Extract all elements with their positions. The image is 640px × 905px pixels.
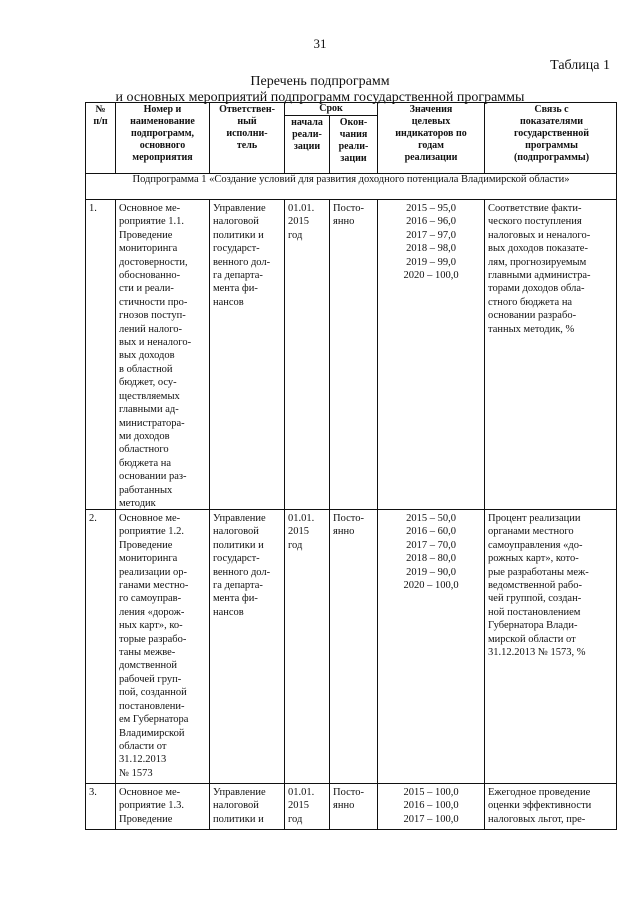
header-link: Связь с показателями государственной программы (подпрограммы)	[484, 103, 618, 173]
row-num: 3.	[89, 787, 97, 798]
row-responsible: Управление налоговой политики и государст- венного дол- га департа- мента фи- нансов	[209, 200, 284, 509]
row-values: 2015 – 100,0 2016 – 100,0 2017 – 100,0	[377, 784, 484, 829]
row-values: 2015 – 95,0 2016 – 96,0 2017 – 97,0 2018 – 98,0 2019 – 99,0 2020 – 100,0	[377, 200, 484, 509]
table-label: Таблица 1	[550, 58, 610, 73]
table-row	[85, 510, 617, 784]
row-responsible: Управление налоговой политики и	[209, 784, 284, 829]
row-start: 01.01. 2015 год	[284, 510, 329, 783]
header-start: начала реали- зации	[284, 116, 329, 173]
header-name: Номер и наименование подпрограмм, основного мероприятия	[115, 103, 209, 173]
table-header	[85, 102, 617, 174]
row-name: Основное ме- роприятие 1.2. Проведение мониторинга реализации ор- ганами местно- го самоуправ- ления «дорож- ных карт», ко- торые разрабо- таны межве- домственной рабочей груп- пой, созданной постановлени- ем Губернатора Владимирской области от 31.12.2013 № 1573	[115, 510, 209, 783]
row-name: Основное ме- роприятие 1.1. Проведение мониторинга достоверности, обоснованно- сти и реали- стичности про- гнозов поступ- лений налого- вых и неналого- вых доходов в областной бюджет, осу- ществляемых главными ад- министратора- ми доходов областного бюджета на основании раз- работанных методик	[115, 200, 209, 509]
row-start: 01.01. 2015 год	[284, 784, 329, 829]
row-values: 2015 – 50,0 2016 – 60,0 2017 – 70,0 2018 – 80,0 2019 – 90,0 2020 – 100,0	[377, 510, 484, 783]
row-end: Посто- янно	[329, 200, 377, 509]
row-num: 2.	[89, 513, 97, 524]
header-end: Окон- чания реали- зации	[329, 116, 377, 173]
table-row	[85, 200, 617, 510]
header-srok: Срок	[284, 103, 377, 116]
row-end: Посто- янно	[329, 784, 377, 829]
header-responsible: Ответствен- ный исполни- тель	[209, 103, 284, 173]
page-number: 31	[313, 36, 327, 51]
document-title-line-2: и основных мероприятий подпрограмм государственной программы	[115, 90, 525, 105]
header-num: № п/п	[93, 104, 108, 127]
row-link: Ежегодное проведение оценки эффективности налоговых льгот, пре-	[484, 784, 618, 829]
row-link: Соответствие факти- ческого поступления налоговых и неналого- вых доходов показате- лям, прогнозируемым главными администра- торами доходов обла- стного бюджета на основании разрабо- танных методик, %	[484, 200, 618, 509]
row-num: 1.	[89, 203, 97, 214]
row-start: 01.01. 2015 год	[284, 200, 329, 509]
row-responsible: Управление налоговой политики и государст- венного дол- га департа- мента фи- нансов	[209, 510, 284, 783]
document-title-line-1: Перечень подпрограмм	[250, 74, 390, 89]
table-row	[85, 784, 617, 830]
row-name: Основное ме- роприятие 1.3. Проведение	[115, 784, 209, 829]
row-link: Процент реализации органами местного самоуправления «до- рожных карт», кото- рые разработаны меж- ведомственной рабо- чей группой, создан- ной постановлением Губернатора Влади- мирской области от 31.12.2013 № 1573, %	[484, 510, 618, 783]
header-values: Значения целевых индикаторов по годам реализации	[377, 103, 484, 173]
subprogram-title: Подпрограмма 1 «Создание условий для развития доходного потенциала Владимирской области»	[85, 173, 617, 200]
row-end: Посто- янно	[329, 510, 377, 783]
